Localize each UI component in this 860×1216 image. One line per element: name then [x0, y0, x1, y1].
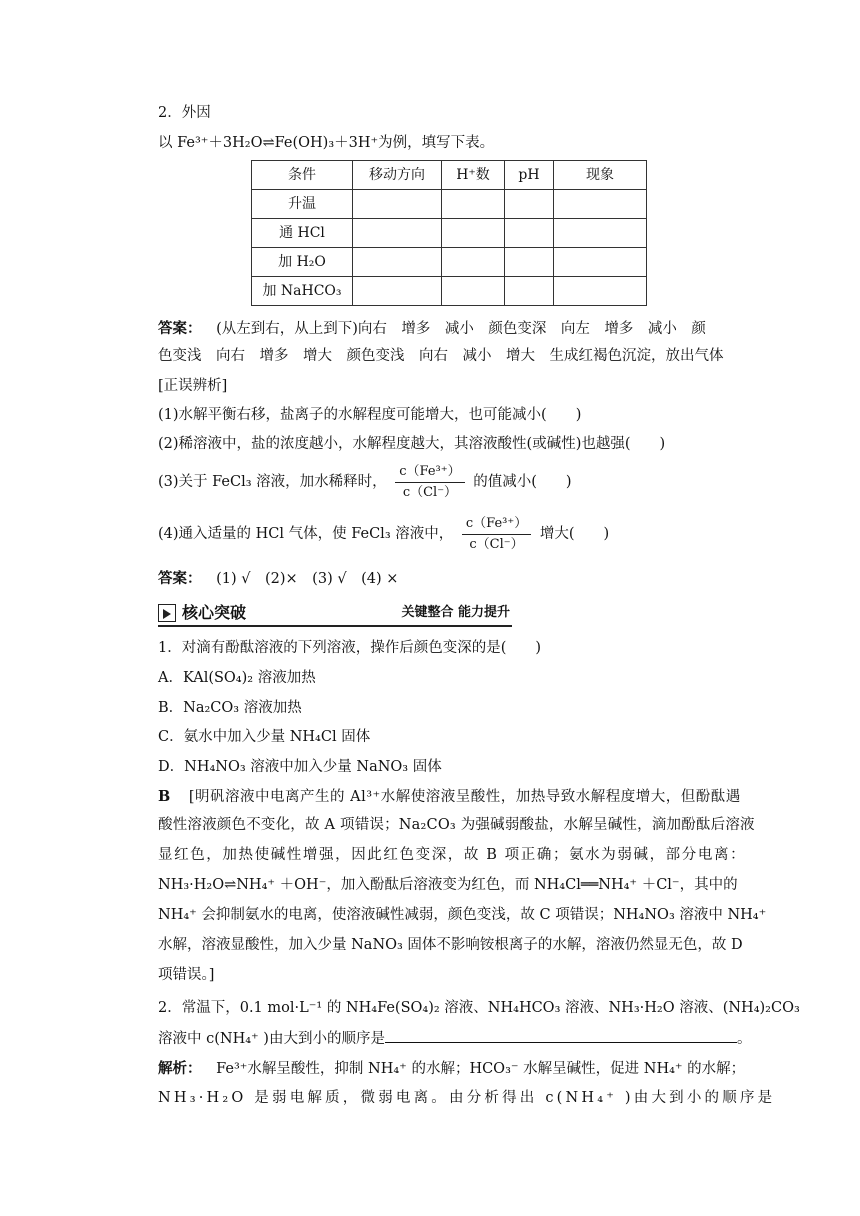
question-2-stem: 2．常温下，0.1 mol·L⁻¹ 的 NH₄Fe(SO₄)₂ 溶液、NH₄HCO₃ 溶液、NH₃·H₂O 溶液、(NH₄)₂CO₃	[158, 1000, 800, 1016]
explanation-line: 显红色，加热使碱性增强，因此红色变深，故 B 项正确；氨水为弱碱，部分电离：	[158, 847, 747, 863]
table-header: 现象	[554, 161, 647, 190]
table-cell	[554, 277, 647, 306]
answer-1	[158, 318, 706, 341]
table-cell	[505, 219, 554, 248]
table-header: H⁺数	[442, 161, 505, 190]
option-a: A．KAl(SO₄)₂ 溶液加热	[158, 670, 316, 686]
table-cell	[442, 248, 505, 277]
table-row	[252, 277, 647, 306]
row-condition: 加 H₂O	[252, 248, 353, 277]
judge-item-3	[158, 462, 572, 502]
answer-label: 答案：	[158, 570, 202, 587]
question-1-stem: 1．对滴有酚酞溶液的下列溶液，操作后颜色变深的是( )	[158, 640, 542, 656]
option-d: D．NH₄NO₃ 溶液中加入少量 NaNO₃ 固体	[158, 759, 442, 775]
concentration-fraction	[395, 462, 464, 502]
table-row	[252, 248, 647, 277]
table-header-row	[252, 161, 647, 190]
table-cell	[505, 190, 554, 219]
question-2-stem-cont	[158, 1028, 751, 1051]
option-b: B．Na₂CO₃ 溶液加热	[158, 700, 302, 716]
table-cell	[442, 277, 505, 306]
question-2-text: 溶液中 c(NH₄⁺ )由大到小的顺序是	[158, 1031, 385, 1047]
intro-text: 以 Fe³⁺＋3H₂O⇌Fe(OH)₃＋3H⁺为例，填写下表。	[158, 135, 495, 151]
section-heading: 2．外因	[158, 105, 211, 121]
table-row	[252, 190, 647, 219]
play-icon	[158, 604, 176, 622]
table-header: 移动方向	[353, 161, 442, 190]
table-cell	[353, 219, 442, 248]
analysis-label: 解析：	[158, 1060, 202, 1077]
table-cell	[353, 190, 442, 219]
answer-blank	[385, 1028, 737, 1043]
explanation-text: [明矾溶液中电离产生的 Al³⁺水解使溶液呈酸性，加热导致水解程度增大，但酚酞遇	[188, 789, 741, 805]
explanation-line: NH₄⁺ 会抑制氨水的电离，使溶液碱性减弱，颜色变浅，故 C 项错误；NH₄NO₃ 溶液中 NH₄⁺	[158, 907, 767, 923]
explanation-line: NH₃·H₂O⇌NH₄⁺ ＋OH⁻，加入酚酞后溶液变为红色，而 NH₄Cl══NH₄⁺ ＋Cl⁻，其中的	[158, 877, 738, 893]
explanation-line	[158, 786, 741, 809]
table-cell	[505, 248, 554, 277]
judge-item-4-end: 增大( )	[539, 526, 610, 542]
fraction-numerator: c（Fe³⁺）	[395, 462, 464, 483]
judge-item-1: (1)水解平衡右移，盐离子的水解程度可能增大，也可能减小( )	[158, 407, 582, 423]
table-cell	[554, 190, 647, 219]
table-cell	[353, 248, 442, 277]
fraction-denominator: c（Cl⁻）	[469, 536, 524, 552]
fraction-numerator: c（Fe³⁺）	[462, 514, 531, 535]
explanation-line: 酸性溶液颜色不变化，故 A 项错误；Na₂CO₃ 为强碱弱酸盐，水解呈碱性，滴加酚酞后溶液	[158, 817, 755, 833]
answer-1-cont: 色变浅 向右 增多 增大 颜色变浅 向右 减小 增大 生成红褐色沉淀，放出气体	[158, 348, 724, 364]
table-header: 条件	[252, 161, 353, 190]
question-2-end: 。	[736, 1031, 752, 1047]
table-cell	[505, 277, 554, 306]
answer-label: 答案：	[158, 320, 202, 337]
explanation-line: 水解，溶液显酸性，加入少量 NaNO₃ 固体不影响铵根离子的水解，溶液仍然显无色，故 D	[158, 937, 743, 953]
table-cell	[442, 190, 505, 219]
row-condition: 升温	[252, 190, 353, 219]
analysis-text: Fe³⁺水解呈酸性，抑制 NH₄⁺ 的水解；HCO₃⁻ 水解呈碱性，促进 NH₄⁺ 的水解；	[216, 1061, 746, 1077]
table-cell	[353, 277, 442, 306]
table-cell	[442, 219, 505, 248]
fill-table	[251, 160, 647, 306]
option-c: C．氨水中加入少量 NH₄Cl 固体	[158, 729, 371, 745]
answer-text: (从左到右，从上到下)向右 增多 减小 颜色变深 向左 增多 减小 颜	[216, 321, 706, 337]
explanation-line: 项错误。]	[158, 967, 215, 983]
fraction-denominator: c（Cl⁻）	[402, 484, 458, 500]
judge-item-2: (2)稀溶液中，盐的浓度越小，水解程度越大，其溶液酸性(或碱性)也越强( )	[158, 436, 666, 452]
table-cell	[554, 219, 647, 248]
answer-letter: B	[158, 788, 171, 805]
row-condition: 通 HCl	[252, 219, 353, 248]
table-cell	[554, 248, 647, 277]
concentration-fraction	[462, 514, 531, 554]
banner-rule	[158, 625, 512, 627]
answer-2	[158, 568, 398, 591]
row-condition: 加 NaHCO₃	[252, 277, 353, 306]
judge-item-3-text: (3)关于 FeCl₃ 溶液，加水稀释时，	[158, 474, 387, 490]
section-banner	[158, 603, 512, 627]
judge-heading: [正误辨析]	[158, 378, 228, 394]
judge-item-4-text: (4)通入适量的 HCl 气体，使 FeCl₃ 溶液中，	[158, 526, 454, 542]
banner-title: 核心突破	[182, 603, 247, 622]
answer-text: (1) √ (2)× (3) √ (4) ×	[216, 571, 399, 587]
analysis-line: NH₃·H₂O 是弱电解质，微弱电离。由分析得出 c(NH₄⁺ )由大到小的顺序是	[158, 1090, 776, 1106]
table-header: pH	[505, 161, 554, 190]
judge-item-4	[158, 514, 609, 554]
banner-subtitle: 关键整合 能力提升	[401, 605, 510, 620]
table-row	[252, 219, 647, 248]
analysis-line	[158, 1058, 745, 1081]
judge-item-3-end: 的值减小( )	[473, 474, 572, 490]
